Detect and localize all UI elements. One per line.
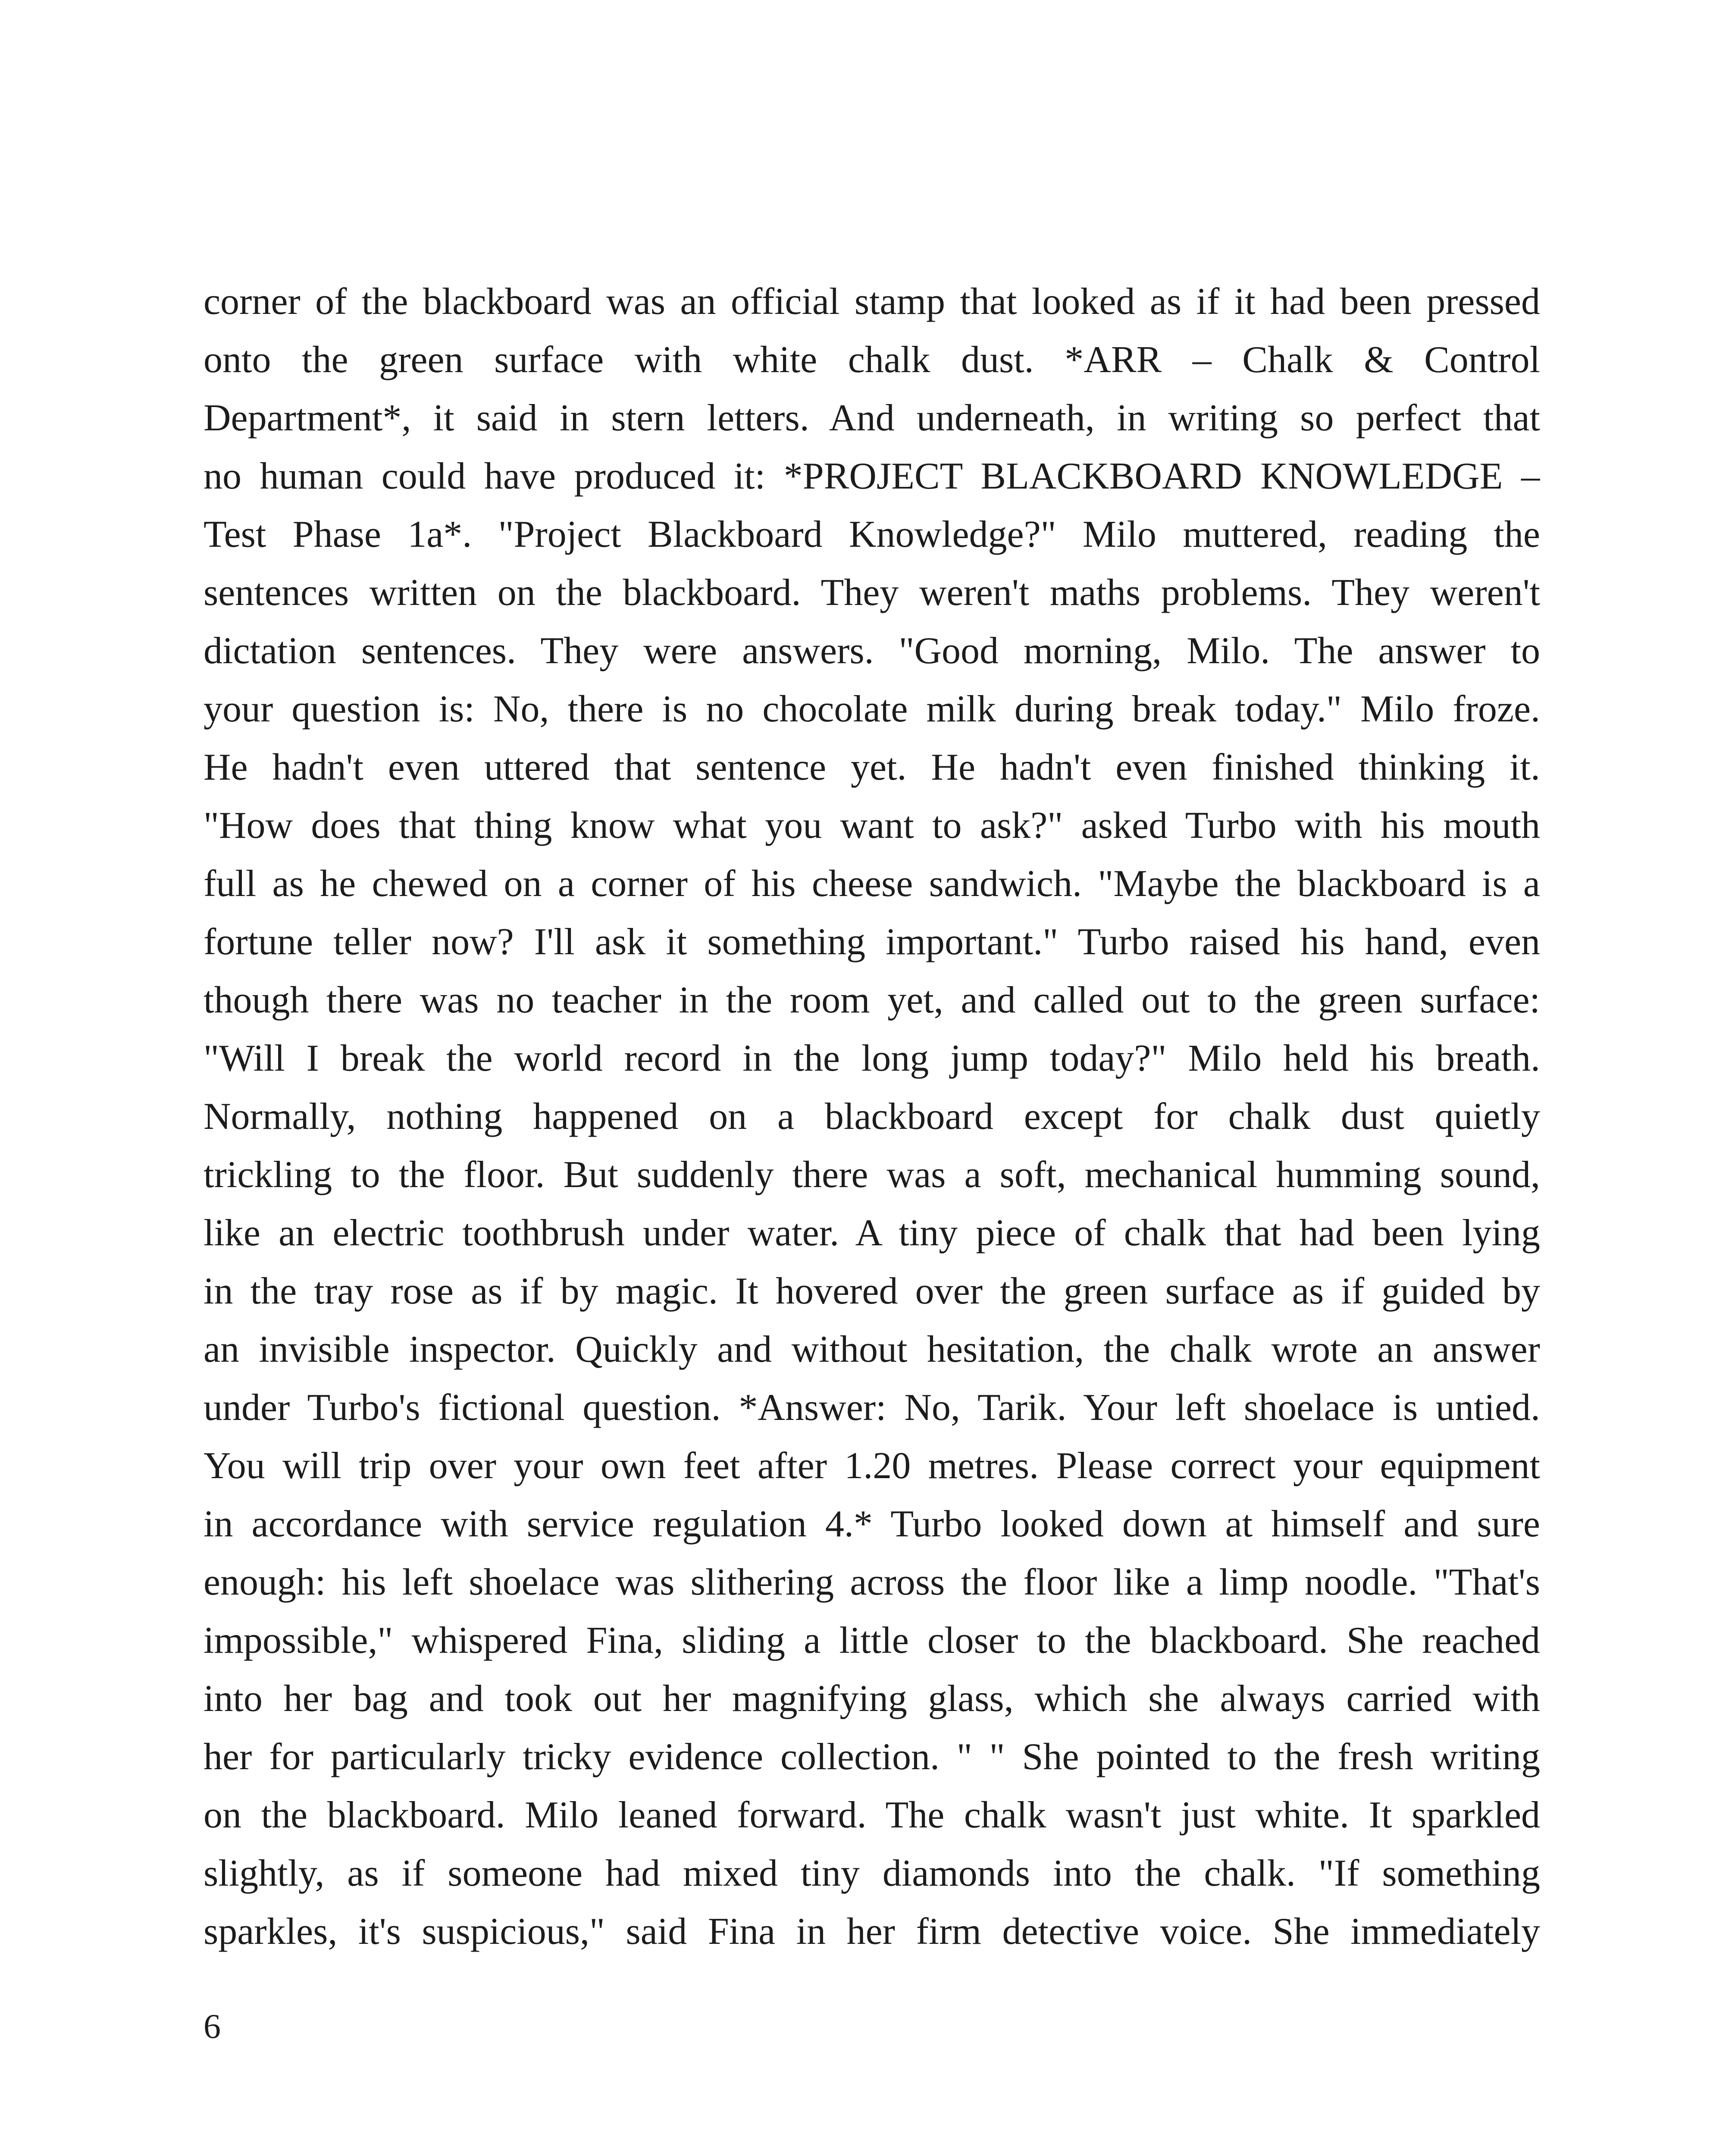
text-line: Test Phase 1a*. "Project Blackboard Knowledge?" Milo muttered, reading the [204, 514, 1540, 555]
text-line: an invisible inspector. Quickly and without hesitation, the chalk wrote an answer [204, 1329, 1540, 1370]
text-line: full as he chewed on a corner of his cheese sandwich. "Maybe the blackboard is a [204, 863, 1540, 905]
text-line: sentences written on the blackboard. They weren't maths problems. They weren't [204, 572, 1540, 614]
text-line: your question is: No, there is no chocolate milk during break today." Milo froze. [204, 688, 1540, 730]
body-text [204, 273, 1540, 1961]
text-line: in accordance with service regulation 4.* Turbo looked down at himself and sure [204, 1503, 1540, 1545]
text-line: dictation sentences. They were answers. "Good morning, Milo. The answer to [204, 630, 1540, 672]
page-number: 6 [204, 2008, 221, 2046]
text-line: "Will I break the world record in the long jump today?" Milo held his breath. [204, 1037, 1540, 1079]
text-line: no human could have produced it: *PROJECT BLACKBOARD KNOWLEDGE – [204, 455, 1540, 497]
text-line: He hadn't even uttered that sentence yet. He hadn't even finished thinking it. [204, 746, 1540, 788]
text-line: slightly, as if someone had mixed tiny diamonds into the chalk. "If something [204, 1852, 1540, 1894]
text-line: like an electric toothbrush under water. A tiny piece of chalk that had been lying [204, 1212, 1540, 1254]
text-line: in the tray rose as if by magic. It hovered over the green surface as if guided by [204, 1270, 1540, 1312]
text-line: impossible," whispered Fina, sliding a little closer to the blackboard. She reached [204, 1620, 1540, 1661]
text-line: You will trip over your own feet after 1.20 metres. Please correct your equipment [204, 1445, 1540, 1487]
text-line: enough: his left shoelace was slithering across the floor like a limp noodle. "That's [204, 1561, 1540, 1603]
text-line: Department*, it said in stern letters. And underneath, in writing so perfect that [204, 397, 1540, 439]
text-line: into her bag and took out her magnifying glass, which she always carried with [204, 1678, 1540, 1720]
text-line: trickling to the floor. But suddenly there was a soft, mechanical humming sound, [204, 1154, 1540, 1196]
text-line: sparkles, it's suspicious," said Fina in her firm detective voice. She immediately [204, 1911, 1540, 1952]
text-line: Normally, nothing happened on a blackboard except for chalk dust quietly [204, 1096, 1540, 1138]
text-line: corner of the blackboard was an official stamp that looked as if it had been pressed [204, 281, 1540, 323]
text-line: onto the green surface with white chalk dust. *ARR – Chalk & Control [204, 339, 1540, 381]
text-line: her for particularly tricky evidence collection. " " She pointed to the fresh writing [204, 1736, 1540, 1778]
text-line: fortune teller now? I'll ask it something important." Turbo raised his hand, even [204, 921, 1540, 963]
text-line: on the blackboard. Milo leaned forward. The chalk wasn't just white. It sparkled [204, 1794, 1540, 1836]
text-line: "How does that thing know what you want to ask?" asked Turbo with his mouth [204, 805, 1540, 846]
text-line: though there was no teacher in the room yet, and called out to the green surface: [204, 979, 1540, 1021]
text-line: under Turbo's fictional question. *Answer: No, Tarik. Your left shoelace is untied. [204, 1387, 1540, 1429]
